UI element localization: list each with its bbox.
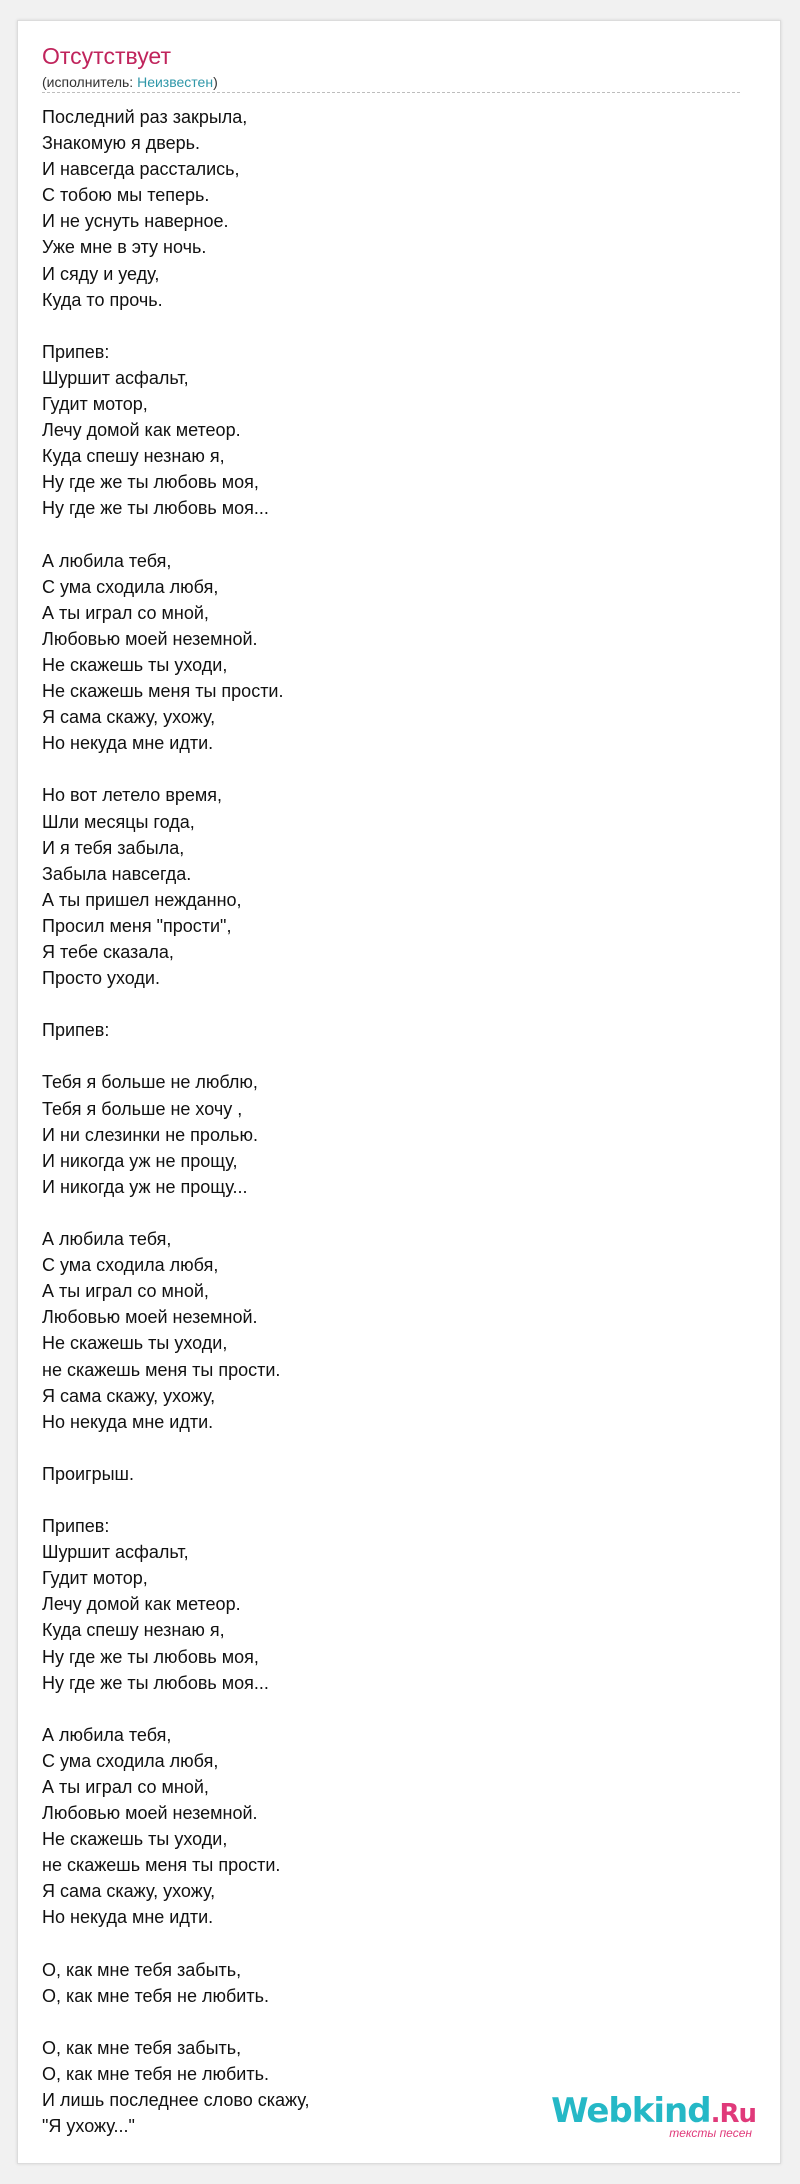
header-divider <box>42 92 740 93</box>
artist-line <box>42 73 218 91</box>
logo-domain: .Ru <box>710 2099 756 2129</box>
lyrics-text: Последний раз закрыла, Знакомую я дверь. И навсегда расстались, С тобою мы теперь. И не уснуть наверное. Уже мне в эту ночь. И сяду и уеду, Куда то прочь. Припев: Шуршит асфальт, Гудит мотор, Лечу домой как метеор. Куда спешу незнаю я, Ну где же ты любовь моя, Ну где же ты любовь моя... А любила тебя, С ума сходила любя, А ты играл со мной, Любовью моей неземной. Не скажешь ты уходи, Не скажешь меня ты прости. Я сама скажу, ухожу, Но некуда мне идти. Но вот летело время, Шли месяцы года, И я тебя забыла, Забыла навсегда. А ты пришел нежданно, Просил меня "прости", Я тебе сказала, Просто уходи. Припев: Тебя я больше не люблю, Тебя я больше не хочу , И ни слезинки не пролью. И никогда уж не прощу, И никогда уж не прощу... А любила тебя, С ума сходила любя, А ты играл со мной, Любовью моей неземной. Не скажешь ты уходи, не скажешь меня ты прости. Я сама скажу, ухожу, Но некуда мне идти. Проигрыш. Припев: Шуршит асфальт, Гудит мотор, Лечу домой как метеор. Куда спешу незнаю я, Ну где же ты любовь моя, Ну где же ты любовь моя... А любила тебя, С ума сходила любя, А ты играл со мной, Любовью моей неземной. Не скажешь ты уходи, не скажешь меня ты прости. Я сама скажу, ухожу, Но некуда мне идти. О, как мне тебя забыть, О, как мне тебя не любить. О, как мне тебя забыть, О, как мне тебя не любить. И лишь последнее слово скажу, "Я ухожу..." <box>42 107 310 2137</box>
song-title: Отсутствует <box>42 43 171 69</box>
logo-name: Webkind <box>551 2091 711 2131</box>
artist-prefix: (исполнитель: <box>42 74 138 90</box>
artist-suffix: ) <box>213 74 218 90</box>
lyrics-card <box>17 20 781 2164</box>
webkind-logo[interactable] <box>551 2091 756 2140</box>
artist-link[interactable]: Неизвестен <box>137 74 214 90</box>
logo-tagline: тексты песен <box>669 2126 752 2140</box>
